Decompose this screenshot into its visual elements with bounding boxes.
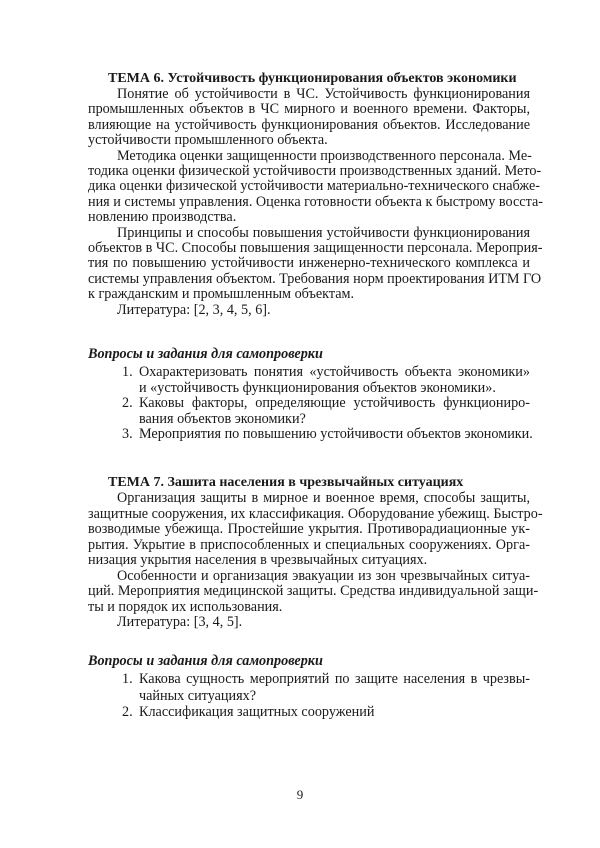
paragraph-line: системы управления объектом. Требования норм проектирования ИТМ ГО bbox=[88, 270, 542, 287]
question-line: Охарактеризовать понятия «устойчивость объекта экономики» bbox=[139, 364, 530, 380]
question-list bbox=[122, 671, 530, 721]
question-item bbox=[122, 365, 530, 396]
paragraph-line: тия по повышению устойчивости инженерно-технического комплекса и bbox=[88, 255, 530, 272]
paragraph-line: ций. Мероприятия медицинской защиты. Средства индивидуальной защи- bbox=[88, 583, 539, 599]
paragraph-line: ния и системы управления. Оценка готовности объекта к быстрому восста- bbox=[88, 193, 543, 210]
question-number: 1. bbox=[122, 671, 133, 687]
question-line: Классификация защитных сооружений bbox=[139, 704, 375, 720]
question-item bbox=[122, 396, 530, 427]
paragraph-line: низация укрытия населения в чрезвычайных ситуациях. bbox=[88, 552, 428, 568]
paragraph-line: возводимые убежища. Простейшие укрытия. Противорадиационные ук- bbox=[88, 521, 530, 537]
paragraph-line: промышленных объектов в ЧС мирного и военного времени. Факторы, bbox=[88, 101, 530, 118]
question-list bbox=[122, 364, 533, 443]
paragraph-line: устойчивости промышленного объекта. bbox=[88, 132, 328, 149]
paragraph-line: объектов в ЧС. Способы повышения защищенности персонала. Мероприя- bbox=[88, 240, 543, 257]
paragraph-line: Особенности и организация эвакуации из зон чрезвычайных ситуа- bbox=[117, 567, 530, 584]
question-item bbox=[122, 426, 533, 443]
question-number: 2. bbox=[122, 395, 133, 412]
paragraph-line: влияющие на устойчивость функционирования объектов. Исследование bbox=[88, 116, 530, 133]
paragraph-line: Понятие об устойчивости в ЧС. Устойчивость функционирования bbox=[117, 86, 530, 102]
paragraph-line: рытия. Укрытие в приспособленных и специальных сооружениях. Орга- bbox=[88, 536, 530, 553]
question-number: 3. bbox=[122, 426, 133, 443]
paragraph-line: дика оценки физической устойчивости материально-технического снабже- bbox=[88, 178, 541, 195]
paragraph-line: ты и порядок их использования. bbox=[88, 598, 283, 615]
paragraph-line: Организация защиты в мирное и военное время, способы защиты, bbox=[117, 490, 530, 506]
question-line: Мероприятия по повышению устойчивости объектов экономики. bbox=[139, 426, 533, 443]
questions-heading: Вопросы и задания для самопроверки bbox=[88, 653, 323, 669]
paragraph-line: тодика оценки физической устойчивости производственных зданий. Мето- bbox=[88, 163, 542, 180]
question-item bbox=[122, 704, 530, 721]
topic7-title: ТЕМА 7. Зашита населения в чрезвычайных ситуациях bbox=[108, 475, 464, 490]
topic7-body bbox=[88, 490, 543, 631]
paragraph-line: Методика оценки защищенности производственного персонала. Ме- bbox=[117, 147, 532, 164]
paragraph-line: защитные сооружения, их классификация. Оборудование убежищ. Быстро- bbox=[88, 505, 543, 522]
topic6-title: ТЕМА 6. Устойчивость функционирования объектов экономики bbox=[108, 71, 517, 86]
question-line: и «устойчивость функционирования объектов экономики». bbox=[139, 379, 496, 396]
question-line: Какова сущность мероприятий по защите населения в чрезвы- bbox=[139, 671, 530, 687]
paragraph-line: новлению производства. bbox=[88, 209, 237, 226]
question-line: Каковы факторы, определяющие устойчивость функциониро- bbox=[139, 395, 530, 412]
paragraph-line: к гражданским и промышленным объектам. bbox=[88, 286, 355, 303]
question-number: 1. bbox=[122, 364, 133, 380]
paragraph-line: Принципы и способы повышения устойчивости функционирования bbox=[117, 224, 530, 241]
topic6-body bbox=[88, 86, 543, 318]
questions-heading: Вопросы и задания для самопроверки bbox=[88, 346, 323, 362]
question-line: чайных ситуациях? bbox=[139, 687, 256, 704]
literature-ref: Литература: [2, 3, 4, 5, 6]. bbox=[117, 301, 271, 318]
question-item bbox=[122, 671, 530, 704]
literature-ref: Литература: [3, 4, 5]. bbox=[117, 614, 243, 630]
question-number: 2. bbox=[122, 704, 133, 720]
question-line: вания объектов экономики? bbox=[139, 410, 306, 427]
page-number: 9 bbox=[296, 787, 304, 802]
